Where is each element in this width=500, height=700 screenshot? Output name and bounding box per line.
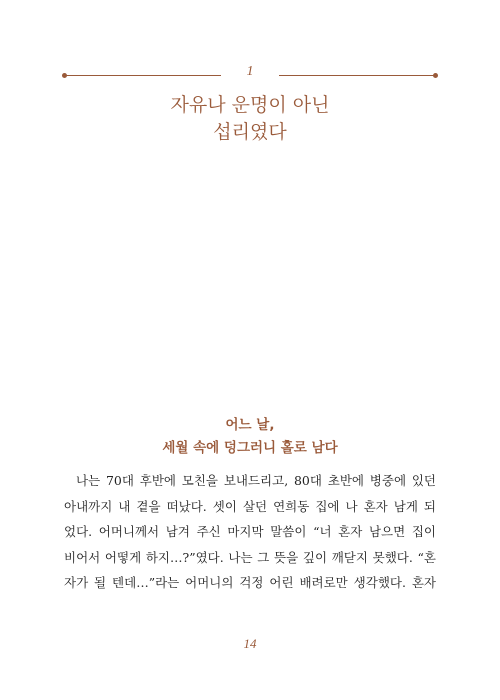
body-line: 비어서 어떻게 하지…?”였다. 나는 그 뜻을 깊이 깨닫지 못했다. “혼 bbox=[64, 549, 436, 565]
chapter-title-line: 자유나 운명이 아닌 bbox=[170, 94, 330, 116]
body-paragraph bbox=[64, 468, 436, 596]
chapter-title-line: 섭리였다 bbox=[213, 121, 287, 143]
body-line: 자가 될 텐데…”라는 어머니의 걱정 어린 배려로만 생각했다. 혼자 bbox=[64, 575, 436, 590]
body-line: 었다. 어머니께서 남겨 주신 마지막 말씀이 “너 혼자 남으면 집이 bbox=[64, 524, 436, 539]
section-heading-line: 어느 날, bbox=[225, 417, 275, 433]
body-line: 나는 70대 후반에 모친을 보내드리고, 80대 초반에 병중에 있던 bbox=[76, 473, 436, 488]
body-line: 아내까지 내 곁을 떠났다. 셋이 살던 연희동 집에 나 혼자 남게 되 bbox=[64, 498, 436, 514]
page-number: 14 bbox=[243, 636, 257, 651]
chapter-number: 1 bbox=[246, 64, 254, 79]
section-heading bbox=[0, 414, 500, 460]
section-heading-line: 세월 속에 덩그러니 홀로 남다 bbox=[162, 440, 338, 456]
chapter-title bbox=[0, 92, 500, 146]
